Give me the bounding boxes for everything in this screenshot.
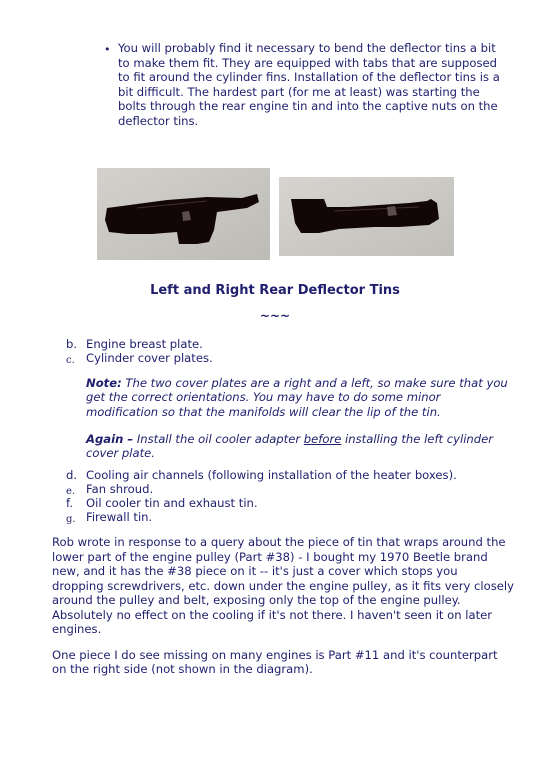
list-item-label: d. xyxy=(66,468,78,482)
before-emphasis: before xyxy=(303,432,342,446)
note-line: modification so that the manifolds will clear the lip of the tin. xyxy=(86,405,441,419)
left-tin-shape xyxy=(97,168,270,260)
paragraph-line: new, and it has the #38 piece on it -- it's just a cover which stops you xyxy=(52,564,458,578)
paragraph-line: lower part of the engine pulley (Part #38) - I bought my 1970 Beetle brand xyxy=(52,550,488,564)
list-item-label: c. xyxy=(66,355,75,366)
paragraph-line: engines. xyxy=(52,622,102,636)
list-item-label: e. xyxy=(66,486,76,497)
list-item: Oil cooler tin and exhaust tin. xyxy=(86,496,258,510)
list-item-label: b. xyxy=(66,337,78,351)
intro-line: You will probably find it necessary to bend the deflector tins a bit xyxy=(118,41,496,55)
right-tin-shape xyxy=(279,177,454,256)
figure-caption: Left and Right Rear Deflector Tins xyxy=(150,283,400,298)
paragraph-line: Absolutely no effect on the cooling if it's not there. I haven't seen it on later xyxy=(52,608,493,622)
intro-line: deflector tins. xyxy=(118,114,199,128)
paragraph-line: dropping screwdrivers, etc. down under the engine pulley, as it fits very closely xyxy=(52,579,514,593)
intro-line: to fit around the cylinder fins. Installation of the deflector tins is a xyxy=(118,70,500,84)
intro-line: bolts through the rear engine tin and into the captive nuts on the xyxy=(118,99,498,113)
intro-line: to make them fit. They are equipped with tabs that are supposed xyxy=(118,56,497,70)
paragraph-line: around the pulley and belt, exposing only the top of the engine pulley. xyxy=(52,593,461,607)
bullet-point: • xyxy=(104,43,111,56)
right-deflector-tin-photo xyxy=(279,177,454,256)
again-label: Again – xyxy=(86,432,134,446)
note-text: The two cover plates are a right and a left, so make sure that you xyxy=(121,376,508,390)
list-item-label: f. xyxy=(66,496,73,510)
list-item: Cooling air channels (following installation of the heater boxes). xyxy=(86,468,457,482)
left-deflector-tin-photo xyxy=(97,168,270,260)
section-separator: ~~~ xyxy=(259,309,291,323)
list-item: Fan shroud. xyxy=(86,482,154,496)
again-line: Again – Install the oil cooler adapter before installing the left cylinder xyxy=(86,432,494,446)
list-item: Cylinder cover plates. xyxy=(86,351,213,365)
note-line xyxy=(86,376,508,391)
note-label: Note: xyxy=(86,376,122,390)
note-line: get the correct orientations. You may have to do some minor xyxy=(86,390,441,404)
list-item-label: g. xyxy=(66,514,76,525)
paragraph-line: on the right side (not shown in the diagram). xyxy=(52,662,313,676)
paragraph-line: One piece I do see missing on many engines is Part #11 and it's counterpart xyxy=(52,648,498,662)
paragraph-line: Rob wrote in response to a query about the piece of tin that wraps around the xyxy=(52,535,506,549)
list-item: Engine breast plate. xyxy=(86,337,203,351)
intro-line: bit difficult. The hardest part (for me at least) was starting the xyxy=(118,85,480,99)
list-item: Firewall tin. xyxy=(86,510,153,524)
again-line: cover plate. xyxy=(86,446,155,460)
